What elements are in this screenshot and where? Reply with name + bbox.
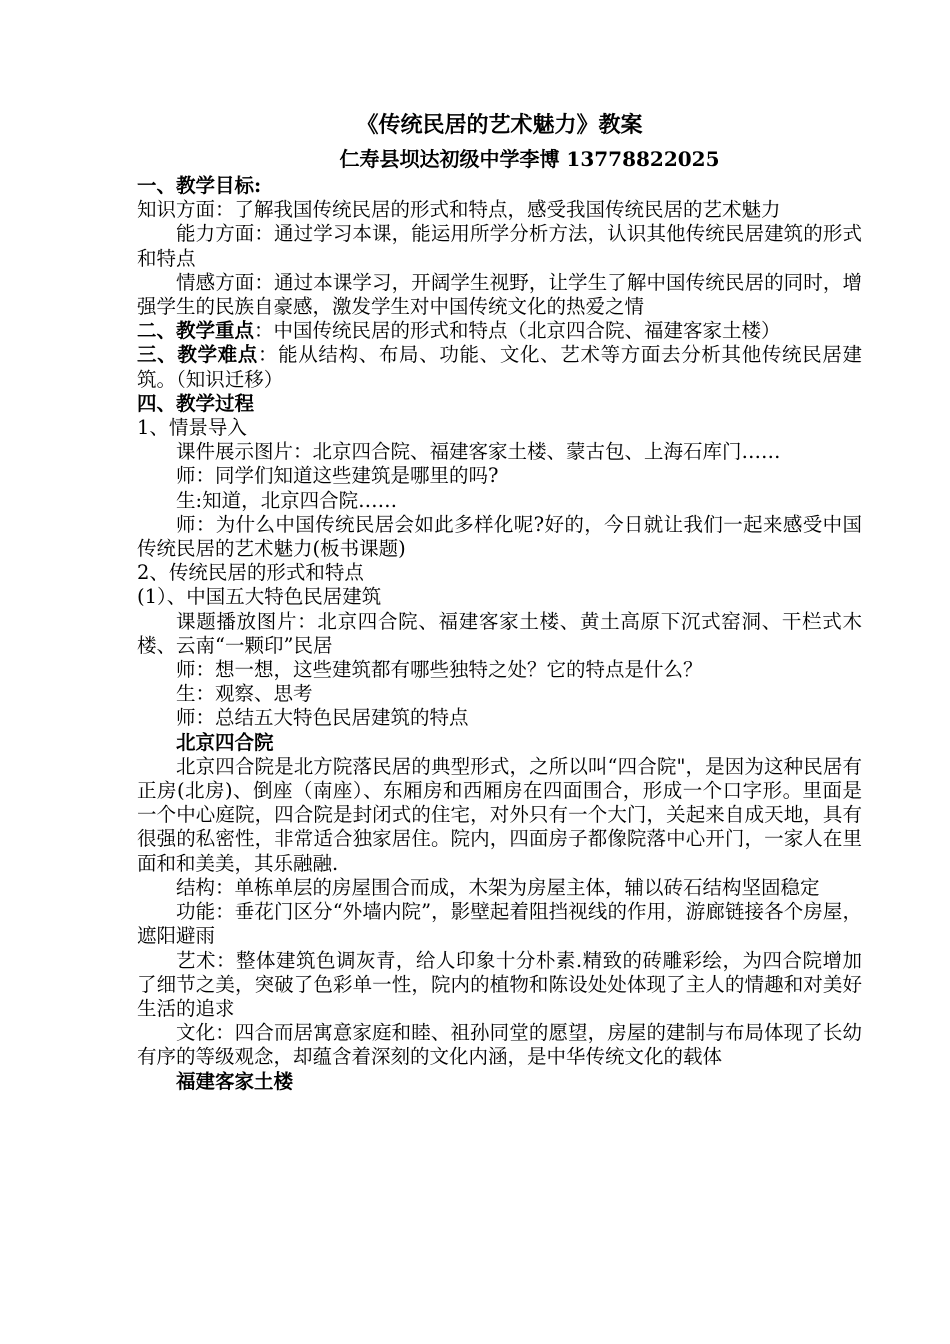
step-1-student-answer: 生:知道，北京四合院…… <box>176 488 398 512</box>
step-2-title: 2、传统民居的形式和特点 <box>137 561 364 585</box>
step-2-teacher-question: 师：想一想，这些建筑都有哪些独特之处？它的特点是什么？ <box>176 658 703 682</box>
section-difficulties <box>137 343 862 391</box>
siheyuan-structure: 结构：单栋单层的房屋围合而成，木架为房屋主体，辅以砖石结构坚固稳定 <box>176 875 820 899</box>
document-body <box>137 110 862 1094</box>
step-2-teacher-summary: 师：总结五大特色民居建筑的特点 <box>176 706 469 730</box>
step-1-show: 课件展示图片：北京四合院、福建客家土楼、蒙古包、上海石库门…… <box>176 440 781 464</box>
siheyuan-intro: 北京四合院是北方院落民居的典型形式，之所以叫“四合院"，是因为这种民居有正房(北房)、倒座（南座）、东厢房和西厢房在四面围合，形成一个口字形。里面是一个中心庭院，四合院是封闭式的住宅，对外只有一个大门，关起来自成天地，具有很强的私密性，非常适合独家居住。院内，四面房子都像院落中心开门，一家人在里面和和美美，其乐融融. <box>137 754 862 875</box>
goal-ability: 能力方面：通过学习本课，能运用所学分析方法，认识其他传统民居建筑的形式和特点 <box>137 222 862 270</box>
page-title: 《传统民居的艺术魅力》教案 <box>356 112 643 138</box>
section-text-key-points: ：中国传统民居的形式和特点（北京四合院、福建客家土楼） <box>254 319 781 343</box>
step-2-student-answer: 生：观察、思考 <box>176 682 313 706</box>
step-1-teacher-question: 师：同学们知道这些建筑是哪里的吗? <box>176 464 499 488</box>
goal-knowledge: 知识方面：了解我国传统民居的形式和特点，感受我国传统民居的艺术魅力 <box>137 198 781 222</box>
step-1-teacher-intro: 师：为什么中国传统民居会如此多样化呢?好的，今日就让我们一起来感受中国传统民居的艺术魅力(板书课题) <box>137 512 862 561</box>
author-line: 仁寿县坝达初级中学李博 13778822025 <box>339 147 720 171</box>
goal-emotion: 情感方面：通过本课学习，开阔学生视野，让学生了解中国传统民居的同时，增强学生的民族自豪感，激发学生对中国传统文化的热爱之情 <box>137 270 862 319</box>
step-2-show: 课题播放图片：北京四合院、福建客家土楼、黄土高原下沉式窑洞、干栏式木楼、云南“一颗印”民居 <box>137 609 862 657</box>
siheyuan-function: 功能：垂花门区分“外墙内院”，影壁起着阻挡视线的作用，游廊链接各个房屋，遮阳避雨 <box>137 900 862 948</box>
step-2-subtitle: (1）、中国五大特色民居建筑 <box>137 585 382 609</box>
section-heading-goals: 一、教学目标: <box>137 174 262 197</box>
section-label-difficulties: 三、教学难点 <box>137 343 258 367</box>
siheyuan-heading: 北京四合院 <box>176 730 274 754</box>
section-label-key-points: 二、教学重点 <box>137 319 255 343</box>
siheyuan-culture: 文化：四合而居寓意家庭和睦、祖孙同堂的愿望，房屋的建制与布局体现了长幼有序的等级观念，却蕴含着深刻的文化内涵，是中华传统文化的载体 <box>137 1021 862 1069</box>
step-1-title: 1、情景导入 <box>137 416 247 440</box>
section-key-points <box>137 319 862 343</box>
section-heading-process: 四、教学过程 <box>137 391 255 415</box>
siheyuan-art: 艺术：整体建筑色调灰青，给人印象十分朴素.精致的砖雕彩绘，为四合院增加了细节之美，突破了色彩单一性，院内的植物和陈设处处体现了主人的情趣和对美好生活的追求 <box>137 948 862 1020</box>
tulou-heading: 福建客家土楼 <box>176 1069 294 1093</box>
section-text-difficulties: ：能从结构、布局、功能、文化、艺术等方面去分析其他传统民居建筑。（知识迁移） <box>137 343 862 391</box>
